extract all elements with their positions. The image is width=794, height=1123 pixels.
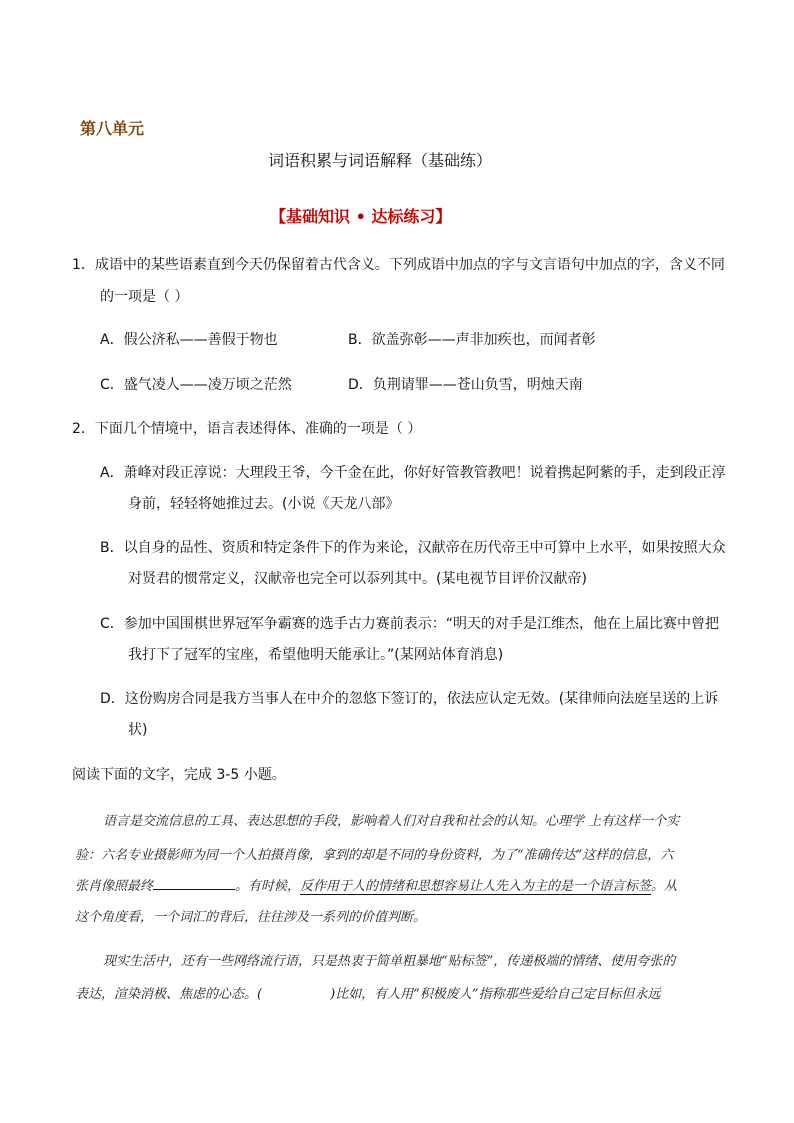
passage-p1-line2: 验：六名专业摄影师为同一个人拍摄肖像，拿到的却是不同的身份资料，为了“准确传达”这样的信息，六: [75, 848, 674, 863]
passage-p1-line3: [75, 875, 677, 894]
q1-stem-line1: 1．成语中的某些语素直到今天仍保留着古代含义。下列成语中加点的字与文言语句中加点的字，含义不同: [72, 257, 725, 273]
q2-option-b-line1: B．以自身的品性、资质和特定条件下的作为来论，汉献帝在历代帝王中可算中上水平，如果按照大众: [100, 540, 726, 556]
passage-p2-line1: 现实生活中，还有一些网络流行语，只是热衷于简单粗暴地“贴标签”，传递极端的情绪、使用夸张的: [103, 954, 676, 969]
q2-option-d-line1: D．这份购房合同是我方当事人在中介的忽悠下签订的，依法应认定无效。(某律师向法庭呈送的上诉: [100, 691, 719, 707]
q1-option-b: B．欲盖弥彰——声非加疾也，而闻者彰: [348, 332, 596, 348]
passage-p1-line4: 这个角度看，一个词汇的背后，往往涉及一系列的价值判断。: [75, 910, 427, 925]
q2-stem: 2．下面几个情境中，语言表述得体、准确的一项是（ ）: [72, 421, 422, 437]
q2-option-d-line2: 状): [128, 722, 148, 738]
passage-p2-line2: [75, 983, 660, 1002]
q1-stem-line2: 的一项是（ ）: [100, 289, 189, 305]
page-title: 词语积累与词语解释（基础练）: [268, 151, 493, 170]
q2-option-c-line1: C．参加中国围棋世界冠军争霸赛的选手古力赛前表示：“明天的对手是江维杰，他在上届比赛中曾把: [100, 616, 720, 632]
q2-option-a-line1: A．萧峰对段正淳说：大理段王爷，今千金在此，你好好管教管教吧！说着携起阿紫的手，走到段正淳: [100, 465, 726, 481]
passage-p2-line2-start: 表达，渲染消极、焦虑的心态。(: [75, 987, 263, 1002]
section-heading: 【基础知识 • 达标练习】: [270, 207, 452, 226]
q1-option-c: C．盛气凌人——凌万顷之茫然: [100, 377, 292, 393]
passage-p2-line2-end: )比如，有人用“积极废人”指称那些爱给自己定目标但永远: [330, 987, 661, 1002]
q1-option-a: A．假公济私——善假于物也: [100, 332, 278, 348]
fill-in-blank: [153, 877, 235, 890]
passage-p1-line3-start: 张肖像照最终: [75, 879, 154, 894]
passage-p1-line1: 语言是交流信息的工具、表达思想的手段，影响着人们对自我和社会的认知。心理学 上有这样一个实: [103, 814, 680, 829]
q1-option-d: D．负荆请罪——苍山负雪，明烛天南: [348, 377, 583, 393]
underlined-sentence: 反作用于人的情绪和思想容易让人先入为主的是一个语言标签: [300, 879, 652, 894]
q2-option-a-line2: 身前，轻轻将她推过去。(小说《天龙八部》: [128, 496, 400, 512]
passage-p1-line3-end: 。从: [651, 879, 678, 894]
q2-option-c-line2: 我打下了冠军的宝座，希望他明天能承让。”(某网站体育消息): [128, 647, 504, 663]
q2-option-b-line2: 对贤君的惯常定义，汉献帝也完全可以忝列其中。(某电视节目评价汉献帝): [128, 571, 587, 587]
reading-intro: 阅读下面的文字，完成 3-5 小题。: [72, 767, 286, 783]
passage-p1-line3-mid: 。有时候，: [235, 879, 301, 894]
unit-heading: 第八单元: [80, 119, 145, 138]
